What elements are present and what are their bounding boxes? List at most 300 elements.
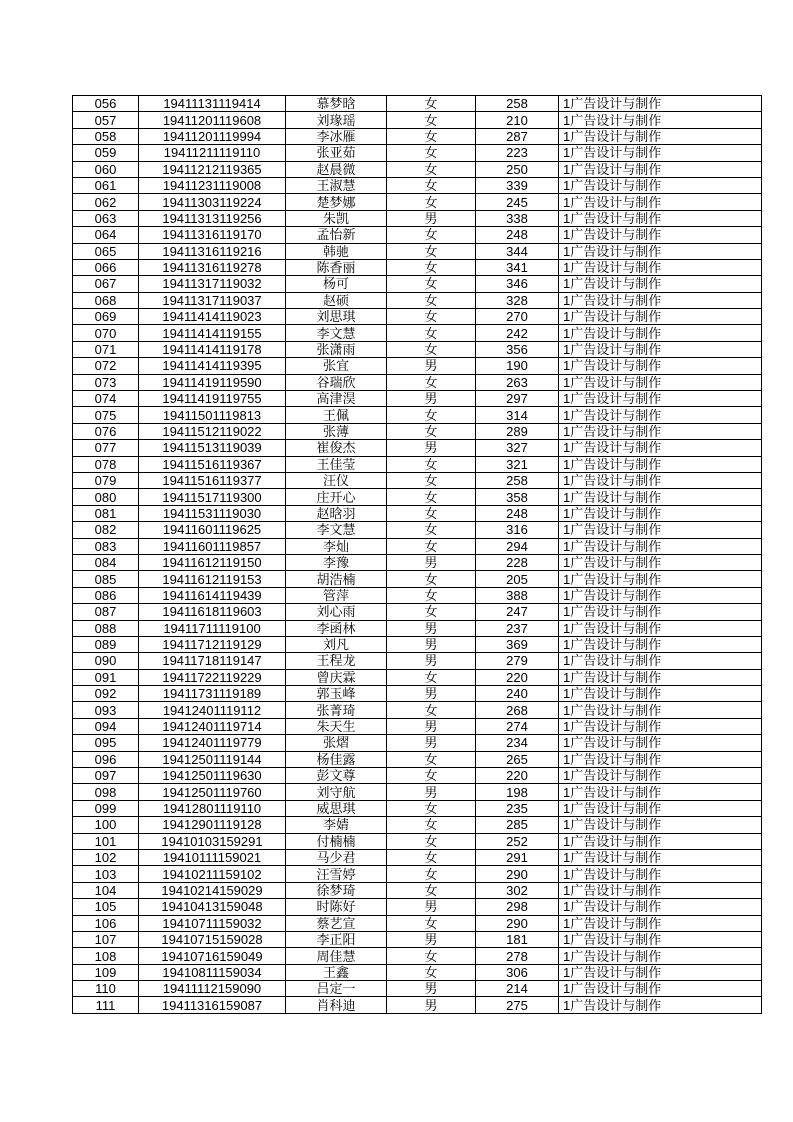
cell-exam-id: 19412401119779 [139, 735, 286, 751]
table-row [73, 833, 762, 849]
cell-exam-id: 19412401119714 [139, 718, 286, 734]
table-row [73, 702, 762, 718]
cell-gender: 男 [387, 653, 476, 669]
cell-score: 247 [476, 604, 559, 620]
cell-student-name: 李文慧 [286, 522, 387, 538]
cell-student-name: 汪雪婷 [286, 866, 387, 882]
table-row [73, 636, 762, 652]
cell-exam-id: 19411313119256 [139, 210, 286, 226]
cell-gender: 男 [387, 735, 476, 751]
cell-exam-id: 19412401119112 [139, 702, 286, 718]
table-row [73, 981, 762, 997]
cell-student-name: 肖科迪 [286, 997, 387, 1013]
cell-gender: 女 [387, 243, 476, 259]
table-row [73, 407, 762, 423]
cell-gender: 女 [387, 964, 476, 980]
cell-major: 1广告设计与制作 [559, 653, 762, 669]
cell-student-name: 威思琪 [286, 800, 387, 816]
cell-student-name: 陈香丽 [286, 259, 387, 275]
cell-exam-id: 19410211159102 [139, 866, 286, 882]
cell-major: 1广告设计与制作 [559, 227, 762, 243]
cell-gender: 女 [387, 522, 476, 538]
cell-score: 298 [476, 899, 559, 915]
cell-score: 190 [476, 358, 559, 374]
cell-student-name: 赵晗羽 [286, 505, 387, 521]
cell-score: 198 [476, 784, 559, 800]
table-row [73, 177, 762, 193]
cell-exam-id: 19412501119144 [139, 751, 286, 767]
cell-major: 1广告设计与制作 [559, 522, 762, 538]
cell-score: 228 [476, 554, 559, 570]
cell-major: 1广告设计与制作 [559, 800, 762, 816]
cell-exam-id: 19411316119170 [139, 227, 286, 243]
cell-exam-id: 19412501119760 [139, 784, 286, 800]
cell-student-name: 高津淏 [286, 391, 387, 407]
cell-exam-id: 19411212119365 [139, 161, 286, 177]
cell-gender: 女 [387, 276, 476, 292]
cell-exam-id: 19411517119300 [139, 489, 286, 505]
cell-student-name: 朱凯 [286, 210, 387, 226]
cell-gender: 女 [387, 374, 476, 390]
cell-major: 1广告设计与制作 [559, 177, 762, 193]
cell-exam-id: 19411414119155 [139, 325, 286, 341]
cell-major: 1广告设计与制作 [559, 505, 762, 521]
cell-gender: 女 [387, 325, 476, 341]
cell-serial-number: 090 [73, 653, 139, 669]
cell-exam-id: 19411414119395 [139, 358, 286, 374]
cell-gender: 女 [387, 849, 476, 865]
cell-student-name: 杨佳露 [286, 751, 387, 767]
cell-score: 248 [476, 505, 559, 521]
cell-student-name: 朱天生 [286, 718, 387, 734]
cell-score: 279 [476, 653, 559, 669]
table-row [73, 915, 762, 931]
cell-student-name: 李灿 [286, 538, 387, 554]
cell-score: 369 [476, 636, 559, 652]
cell-major: 1广告设计与制作 [559, 489, 762, 505]
table-row [73, 653, 762, 669]
cell-serial-number: 064 [73, 227, 139, 243]
cell-serial-number: 107 [73, 931, 139, 947]
cell-student-name: 慕梦晗 [286, 96, 387, 112]
cell-serial-number: 110 [73, 981, 139, 997]
cell-gender: 男 [387, 997, 476, 1013]
cell-gender: 女 [387, 128, 476, 144]
table-row [73, 145, 762, 161]
cell-major: 1广告设计与制作 [559, 981, 762, 997]
cell-score: 338 [476, 210, 559, 226]
cell-exam-id: 19411231119008 [139, 177, 286, 193]
cell-major: 1广告设计与制作 [559, 243, 762, 259]
cell-score: 321 [476, 456, 559, 472]
table-row [73, 96, 762, 112]
cell-student-name: 张宜 [286, 358, 387, 374]
cell-serial-number: 080 [73, 489, 139, 505]
cell-student-name: 王鑫 [286, 964, 387, 980]
table-row [73, 522, 762, 538]
cell-score: 358 [476, 489, 559, 505]
cell-score: 235 [476, 800, 559, 816]
cell-major: 1广告设计与制作 [559, 391, 762, 407]
cell-score: 306 [476, 964, 559, 980]
cell-student-name: 张亚茹 [286, 145, 387, 161]
cell-major: 1广告设计与制作 [559, 472, 762, 488]
table-row [73, 227, 762, 243]
cell-student-name: 王程龙 [286, 653, 387, 669]
cell-gender: 女 [387, 751, 476, 767]
cell-major: 1广告设计与制作 [559, 833, 762, 849]
cell-serial-number: 078 [73, 456, 139, 472]
cell-exam-id: 19411516119377 [139, 472, 286, 488]
cell-student-name: 赵晨微 [286, 161, 387, 177]
table-row [73, 210, 762, 226]
table-row [73, 194, 762, 210]
cell-serial-number: 100 [73, 817, 139, 833]
cell-score: 290 [476, 866, 559, 882]
table-row [73, 849, 762, 865]
cell-gender: 女 [387, 489, 476, 505]
cell-exam-id: 19412901119128 [139, 817, 286, 833]
cell-serial-number: 086 [73, 587, 139, 603]
cell-major: 1广告设计与制作 [559, 325, 762, 341]
cell-major: 1广告设计与制作 [559, 964, 762, 980]
cell-major: 1广告设计与制作 [559, 194, 762, 210]
cell-gender: 女 [387, 292, 476, 308]
table-row [73, 882, 762, 898]
cell-gender: 女 [387, 669, 476, 685]
cell-student-name: 刘思琪 [286, 309, 387, 325]
table-row [73, 784, 762, 800]
table-row [73, 866, 762, 882]
cell-major: 1广告设计与制作 [559, 686, 762, 702]
cell-major: 1广告设计与制作 [559, 784, 762, 800]
cell-student-name: 李冰雁 [286, 128, 387, 144]
cell-gender: 女 [387, 571, 476, 587]
cell-score: 344 [476, 243, 559, 259]
cell-serial-number: 082 [73, 522, 139, 538]
cell-serial-number: 075 [73, 407, 139, 423]
cell-student-name: 王佳莹 [286, 456, 387, 472]
table-row [73, 669, 762, 685]
cell-gender: 男 [387, 210, 476, 226]
table-row [73, 931, 762, 947]
cell-exam-id: 19411612119153 [139, 571, 286, 587]
table-row [73, 309, 762, 325]
cell-major: 1广告设计与制作 [559, 341, 762, 357]
cell-student-name: 刘守航 [286, 784, 387, 800]
cell-serial-number: 105 [73, 899, 139, 915]
cell-score: 220 [476, 669, 559, 685]
cell-major: 1广告设计与制作 [559, 145, 762, 161]
table-row [73, 554, 762, 570]
table-row [73, 686, 762, 702]
cell-student-name: 刘瑑瑶 [286, 112, 387, 128]
cell-serial-number: 069 [73, 309, 139, 325]
cell-student-name: 付楠楠 [286, 833, 387, 849]
cell-major: 1广告设计与制作 [559, 997, 762, 1013]
cell-exam-id: 19410711159032 [139, 915, 286, 931]
cell-gender: 女 [387, 768, 476, 784]
cell-serial-number: 081 [73, 505, 139, 521]
cell-major: 1广告设计与制作 [559, 161, 762, 177]
cell-gender: 女 [387, 161, 476, 177]
cell-score: 248 [476, 227, 559, 243]
table-row [73, 325, 762, 341]
cell-exam-id: 19411317119032 [139, 276, 286, 292]
cell-major: 1广告设计与制作 [559, 636, 762, 652]
cell-gender: 男 [387, 391, 476, 407]
cell-serial-number: 106 [73, 915, 139, 931]
cell-score: 316 [476, 522, 559, 538]
cell-gender: 女 [387, 407, 476, 423]
cell-exam-id: 19410811159034 [139, 964, 286, 980]
cell-serial-number: 076 [73, 423, 139, 439]
cell-serial-number: 098 [73, 784, 139, 800]
cell-major: 1广告设计与制作 [559, 440, 762, 456]
cell-major: 1广告设计与制作 [559, 669, 762, 685]
table-row [73, 341, 762, 357]
cell-gender: 女 [387, 194, 476, 210]
cell-exam-id: 19411614119439 [139, 587, 286, 603]
cell-exam-id: 19410103159291 [139, 833, 286, 849]
cell-student-name: 胡浩楠 [286, 571, 387, 587]
cell-score: 290 [476, 915, 559, 931]
cell-gender: 女 [387, 96, 476, 112]
table-row [73, 800, 762, 816]
cell-serial-number: 068 [73, 292, 139, 308]
cell-student-name: 楚梦娜 [286, 194, 387, 210]
cell-exam-id: 19411201119994 [139, 128, 286, 144]
cell-score: 268 [476, 702, 559, 718]
cell-gender: 男 [387, 899, 476, 915]
cell-exam-id: 19410716159049 [139, 948, 286, 964]
cell-student-name: 韩驰 [286, 243, 387, 259]
cell-major: 1广告设计与制作 [559, 866, 762, 882]
cell-serial-number: 102 [73, 849, 139, 865]
cell-score: 294 [476, 538, 559, 554]
cell-score: 181 [476, 931, 559, 947]
cell-major: 1广告设计与制作 [559, 604, 762, 620]
cell-exam-id: 19412501119630 [139, 768, 286, 784]
student-list-table [72, 95, 762, 1014]
cell-student-name: 张熠 [286, 735, 387, 751]
table-row [73, 768, 762, 784]
cell-exam-id: 19411316159087 [139, 997, 286, 1013]
cell-score: 242 [476, 325, 559, 341]
cell-major: 1广告设计与制作 [559, 768, 762, 784]
cell-serial-number: 099 [73, 800, 139, 816]
table-row [73, 440, 762, 456]
table-row [73, 505, 762, 521]
cell-serial-number: 059 [73, 145, 139, 161]
cell-gender: 女 [387, 259, 476, 275]
cell-exam-id: 19411531119030 [139, 505, 286, 521]
cell-exam-id: 19410214159029 [139, 882, 286, 898]
cell-score: 297 [476, 391, 559, 407]
cell-major: 1广告设计与制作 [559, 882, 762, 898]
cell-major: 1广告设计与制作 [559, 915, 762, 931]
cell-major: 1广告设计与制作 [559, 571, 762, 587]
cell-student-name: 吕定一 [286, 981, 387, 997]
cell-student-name: 李婧 [286, 817, 387, 833]
cell-score: 328 [476, 292, 559, 308]
table-row [73, 538, 762, 554]
cell-score: 265 [476, 751, 559, 767]
cell-gender: 女 [387, 505, 476, 521]
cell-major: 1广告设计与制作 [559, 718, 762, 734]
table-row [73, 358, 762, 374]
table-row [73, 964, 762, 980]
cell-serial-number: 077 [73, 440, 139, 456]
cell-gender: 女 [387, 341, 476, 357]
table-row [73, 718, 762, 734]
cell-exam-id: 19411303119224 [139, 194, 286, 210]
cell-gender: 女 [387, 833, 476, 849]
cell-serial-number: 065 [73, 243, 139, 259]
cell-major: 1广告设计与制作 [559, 587, 762, 603]
cell-score: 205 [476, 571, 559, 587]
cell-student-name: 赵硕 [286, 292, 387, 308]
cell-gender: 男 [387, 358, 476, 374]
cell-score: 285 [476, 817, 559, 833]
cell-gender: 女 [387, 604, 476, 620]
cell-gender: 男 [387, 981, 476, 997]
cell-exam-id: 19410715159028 [139, 931, 286, 947]
cell-major: 1广告设计与制作 [559, 407, 762, 423]
cell-score: 220 [476, 768, 559, 784]
cell-student-name: 张薄 [286, 423, 387, 439]
cell-student-name: 王淑慧 [286, 177, 387, 193]
cell-exam-id: 19411316119278 [139, 259, 286, 275]
cell-student-name: 崔俊杰 [286, 440, 387, 456]
cell-major: 1广告设计与制作 [559, 538, 762, 554]
cell-serial-number: 092 [73, 686, 139, 702]
cell-serial-number: 083 [73, 538, 139, 554]
cell-score: 250 [476, 161, 559, 177]
cell-score: 234 [476, 735, 559, 751]
cell-gender: 男 [387, 636, 476, 652]
cell-major: 1广告设计与制作 [559, 423, 762, 439]
table-row [73, 292, 762, 308]
cell-serial-number: 074 [73, 391, 139, 407]
cell-serial-number: 072 [73, 358, 139, 374]
cell-exam-id: 19411414119023 [139, 309, 286, 325]
cell-gender: 女 [387, 145, 476, 161]
cell-student-name: 李文慧 [286, 325, 387, 341]
cell-student-name: 彭文尊 [286, 768, 387, 784]
cell-gender: 女 [387, 472, 476, 488]
cell-score: 327 [476, 440, 559, 456]
cell-serial-number: 095 [73, 735, 139, 751]
cell-score: 245 [476, 194, 559, 210]
table-body [73, 96, 762, 1014]
table-row [73, 620, 762, 636]
cell-student-name: 谷瑞欣 [286, 374, 387, 390]
cell-serial-number: 085 [73, 571, 139, 587]
cell-major: 1广告设计与制作 [559, 456, 762, 472]
cell-serial-number: 109 [73, 964, 139, 980]
cell-serial-number: 067 [73, 276, 139, 292]
cell-score: 341 [476, 259, 559, 275]
cell-major: 1广告设计与制作 [559, 817, 762, 833]
cell-major: 1广告设计与制作 [559, 554, 762, 570]
cell-score: 274 [476, 718, 559, 734]
cell-serial-number: 057 [73, 112, 139, 128]
cell-major: 1广告设计与制作 [559, 620, 762, 636]
cell-gender: 女 [387, 948, 476, 964]
cell-student-name: 李正阳 [286, 931, 387, 947]
cell-score: 339 [476, 177, 559, 193]
cell-score: 314 [476, 407, 559, 423]
cell-gender: 女 [387, 866, 476, 882]
cell-gender: 女 [387, 423, 476, 439]
table-row [73, 735, 762, 751]
cell-gender: 女 [387, 538, 476, 554]
cell-gender: 男 [387, 931, 476, 947]
cell-exam-id: 19411419119755 [139, 391, 286, 407]
cell-exam-id: 19411112159090 [139, 981, 286, 997]
cell-score: 223 [476, 145, 559, 161]
cell-major: 1广告设计与制作 [559, 210, 762, 226]
cell-exam-id: 19412801119110 [139, 800, 286, 816]
cell-serial-number: 104 [73, 882, 139, 898]
cell-serial-number: 108 [73, 948, 139, 964]
cell-student-name: 刘凡 [286, 636, 387, 652]
cell-score: 388 [476, 587, 559, 603]
cell-student-name: 马少君 [286, 849, 387, 865]
cell-serial-number: 073 [73, 374, 139, 390]
cell-serial-number: 101 [73, 833, 139, 849]
cell-gender: 女 [387, 882, 476, 898]
table-row [73, 391, 762, 407]
cell-serial-number: 091 [73, 669, 139, 685]
cell-serial-number: 093 [73, 702, 139, 718]
cell-exam-id: 19411718119147 [139, 653, 286, 669]
cell-student-name: 张菁琦 [286, 702, 387, 718]
table-row [73, 112, 762, 128]
cell-exam-id: 19411722119229 [139, 669, 286, 685]
table-row [73, 276, 762, 292]
cell-serial-number: 061 [73, 177, 139, 193]
cell-major: 1广告设计与制作 [559, 702, 762, 718]
cell-exam-id: 19411731119189 [139, 686, 286, 702]
cell-student-name: 杨可 [286, 276, 387, 292]
cell-exam-id: 19411316119216 [139, 243, 286, 259]
cell-major: 1广告设计与制作 [559, 735, 762, 751]
cell-exam-id: 19411516119367 [139, 456, 286, 472]
cell-exam-id: 19411131119414 [139, 96, 286, 112]
cell-student-name: 张潇雨 [286, 341, 387, 357]
table-row [73, 472, 762, 488]
cell-exam-id: 19411601119857 [139, 538, 286, 554]
cell-score: 263 [476, 374, 559, 390]
cell-score: 258 [476, 96, 559, 112]
cell-exam-id: 19411601119625 [139, 522, 286, 538]
cell-gender: 女 [387, 702, 476, 718]
cell-exam-id: 19411612119150 [139, 554, 286, 570]
cell-major: 1广告设计与制作 [559, 96, 762, 112]
cell-student-name: 李豫 [286, 554, 387, 570]
cell-gender: 男 [387, 620, 476, 636]
table-row [73, 489, 762, 505]
cell-score: 289 [476, 423, 559, 439]
cell-serial-number: 079 [73, 472, 139, 488]
table-row [73, 571, 762, 587]
cell-serial-number: 056 [73, 96, 139, 112]
cell-serial-number: 111 [73, 997, 139, 1013]
cell-student-name: 刘心雨 [286, 604, 387, 620]
cell-major: 1广告设计与制作 [559, 751, 762, 767]
